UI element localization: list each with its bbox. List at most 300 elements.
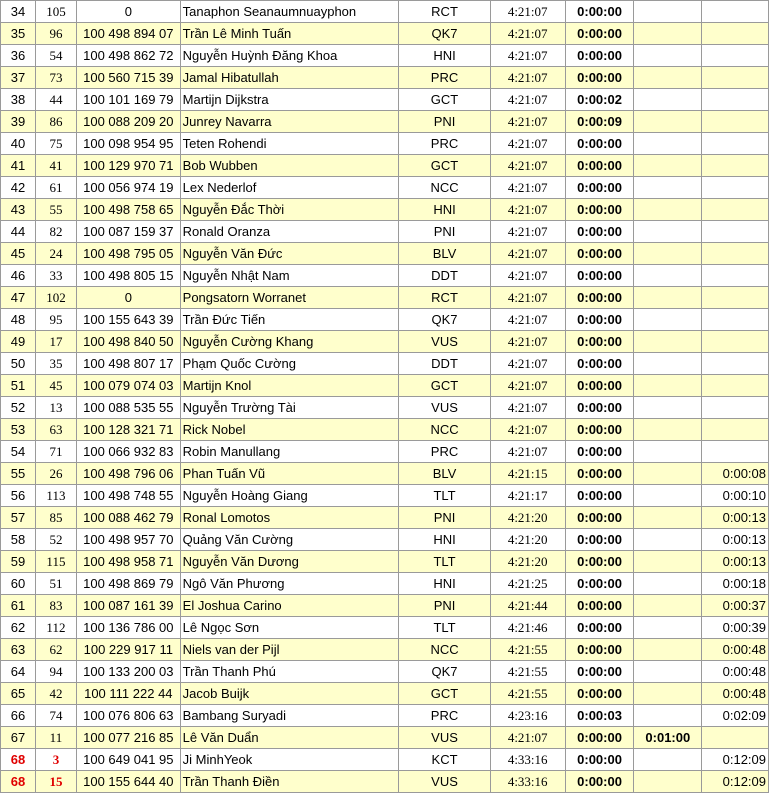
rank-cell: 35	[1, 23, 36, 45]
bonus-time-cell	[634, 155, 702, 177]
rider-name-cell: Quảng Văn Cường	[180, 529, 399, 551]
team-code-cell: RCT	[399, 1, 490, 23]
results-body	[1, 1, 769, 793]
finish-time-cell: 4:21:17	[490, 485, 565, 507]
rider-name-cell: Pongsatorn Worranet	[180, 287, 399, 309]
finish-time-cell: 4:21:44	[490, 595, 565, 617]
finish-time-cell: 4:21:55	[490, 639, 565, 661]
rider-name-cell: Lê Văn Duẩn	[180, 727, 399, 749]
rider-name-cell: Junrey Navarra	[180, 111, 399, 133]
team-code-cell: KCT	[399, 749, 490, 771]
table-row	[1, 221, 769, 243]
rider-name-cell: Nguyễn Đắc Thời	[180, 199, 399, 221]
table-row	[1, 463, 769, 485]
rank-cell: 49	[1, 331, 36, 353]
rider-name-cell: Nguyễn Cường Khang	[180, 331, 399, 353]
uci-id-cell: 100 155 643 39	[76, 309, 180, 331]
finish-time-cell: 4:21:15	[490, 463, 565, 485]
time-gap-cell: 0:02:09	[702, 705, 769, 727]
time-gap-cell: 0:00:18	[702, 573, 769, 595]
rider-name-cell: Phan Tuấn Vũ	[180, 463, 399, 485]
penalty-time-cell: 0:00:00	[565, 155, 634, 177]
team-code-cell: PNI	[399, 507, 490, 529]
bib-cell: 26	[35, 463, 76, 485]
penalty-time-cell: 0:00:00	[565, 639, 634, 661]
team-code-cell: QK7	[399, 309, 490, 331]
bib-cell: 86	[35, 111, 76, 133]
time-gap-cell	[702, 133, 769, 155]
bib-cell: 95	[35, 309, 76, 331]
bonus-time-cell	[634, 375, 702, 397]
rank-cell: 44	[1, 221, 36, 243]
time-gap-cell: 0:00:10	[702, 485, 769, 507]
rank-cell: 50	[1, 353, 36, 375]
table-row	[1, 45, 769, 67]
uci-id-cell: 100 498 805 15	[76, 265, 180, 287]
uci-id-cell: 100 077 216 85	[76, 727, 180, 749]
rider-name-cell: Niels van der Pijl	[180, 639, 399, 661]
time-gap-cell	[702, 331, 769, 353]
rider-name-cell: Martijn Knol	[180, 375, 399, 397]
team-code-cell: GCT	[399, 683, 490, 705]
uci-id-cell: 100 498 795 05	[76, 243, 180, 265]
uci-id-cell: 100 560 715 39	[76, 67, 180, 89]
team-code-cell: HNI	[399, 573, 490, 595]
bib-cell: 63	[35, 419, 76, 441]
bonus-time-cell	[634, 45, 702, 67]
team-code-cell: GCT	[399, 375, 490, 397]
penalty-time-cell: 0:00:02	[565, 89, 634, 111]
time-gap-cell	[702, 177, 769, 199]
penalty-time-cell: 0:00:00	[565, 485, 634, 507]
bonus-time-cell	[634, 265, 702, 287]
bib-cell: 71	[35, 441, 76, 463]
time-gap-cell	[702, 727, 769, 749]
bib-cell: 62	[35, 639, 76, 661]
penalty-time-cell: 0:00:00	[565, 331, 634, 353]
team-code-cell: VUS	[399, 727, 490, 749]
table-row	[1, 199, 769, 221]
table-row	[1, 309, 769, 331]
penalty-time-cell: 0:00:00	[565, 617, 634, 639]
table-row	[1, 639, 769, 661]
bib-cell: 51	[35, 573, 76, 595]
bib-cell: 83	[35, 595, 76, 617]
bib-cell: 13	[35, 397, 76, 419]
uci-id-cell: 0	[76, 1, 180, 23]
bib-cell: 11	[35, 727, 76, 749]
rider-name-cell: Nguyễn Văn Dương	[180, 551, 399, 573]
time-gap-cell: 0:00:13	[702, 529, 769, 551]
penalty-time-cell: 0:00:00	[565, 23, 634, 45]
rank-cell: 67	[1, 727, 36, 749]
team-code-cell: NCC	[399, 639, 490, 661]
time-gap-cell	[702, 221, 769, 243]
time-gap-cell	[702, 397, 769, 419]
penalty-time-cell: 0:00:00	[565, 419, 634, 441]
table-row	[1, 287, 769, 309]
finish-time-cell: 4:21:07	[490, 199, 565, 221]
bonus-time-cell	[634, 23, 702, 45]
table-row	[1, 749, 769, 771]
penalty-time-cell: 0:00:00	[565, 463, 634, 485]
finish-time-cell: 4:21:07	[490, 397, 565, 419]
penalty-time-cell: 0:00:00	[565, 749, 634, 771]
table-row	[1, 353, 769, 375]
rider-name-cell: Jacob Buijk	[180, 683, 399, 705]
rider-name-cell: Trần Thanh Phú	[180, 661, 399, 683]
uci-id-cell: 100 229 917 11	[76, 639, 180, 661]
uci-id-cell: 0	[76, 287, 180, 309]
penalty-time-cell: 0:00:00	[565, 177, 634, 199]
bonus-time-cell	[634, 661, 702, 683]
bonus-time-cell	[634, 529, 702, 551]
time-gap-cell	[702, 243, 769, 265]
rank-cell: 34	[1, 1, 36, 23]
rider-name-cell: Ronald Oranza	[180, 221, 399, 243]
time-gap-cell: 0:00:48	[702, 683, 769, 705]
bib-cell: 102	[35, 287, 76, 309]
rank-cell: 53	[1, 419, 36, 441]
penalty-time-cell: 0:00:00	[565, 221, 634, 243]
rank-cell: 52	[1, 397, 36, 419]
penalty-time-cell: 0:00:00	[565, 243, 634, 265]
team-code-cell: PNI	[399, 221, 490, 243]
rank-cell: 56	[1, 485, 36, 507]
rider-name-cell: Lê Ngọc Sơn	[180, 617, 399, 639]
finish-time-cell: 4:21:20	[490, 551, 565, 573]
table-row	[1, 485, 769, 507]
table-row	[1, 155, 769, 177]
bonus-time-cell	[634, 441, 702, 463]
team-code-cell: PRC	[399, 441, 490, 463]
bonus-time-cell	[634, 617, 702, 639]
rank-cell: 68	[1, 749, 36, 771]
time-gap-cell	[702, 287, 769, 309]
bib-cell: 85	[35, 507, 76, 529]
table-row	[1, 177, 769, 199]
finish-time-cell: 4:21:07	[490, 353, 565, 375]
finish-time-cell: 4:21:07	[490, 309, 565, 331]
penalty-time-cell: 0:00:00	[565, 551, 634, 573]
penalty-time-cell: 0:00:00	[565, 507, 634, 529]
rank-cell: 42	[1, 177, 36, 199]
bib-cell: 105	[35, 1, 76, 23]
bib-cell: 17	[35, 331, 76, 353]
table-row	[1, 375, 769, 397]
penalty-time-cell: 0:00:00	[565, 771, 634, 793]
bonus-time-cell	[634, 397, 702, 419]
finish-time-cell: 4:21:07	[490, 265, 565, 287]
team-code-cell: PNI	[399, 595, 490, 617]
penalty-time-cell: 0:00:00	[565, 67, 634, 89]
table-row	[1, 265, 769, 287]
finish-time-cell: 4:21:07	[490, 89, 565, 111]
uci-id-cell: 100 155 644 40	[76, 771, 180, 793]
uci-id-cell: 100 136 786 00	[76, 617, 180, 639]
bib-cell: 52	[35, 529, 76, 551]
uci-id-cell: 100 498 862 72	[76, 45, 180, 67]
finish-time-cell: 4:21:07	[490, 419, 565, 441]
uci-id-cell: 100 087 159 37	[76, 221, 180, 243]
rank-cell: 51	[1, 375, 36, 397]
table-row	[1, 595, 769, 617]
uci-id-cell: 100 498 748 55	[76, 485, 180, 507]
bonus-time-cell	[634, 353, 702, 375]
penalty-time-cell: 0:00:00	[565, 595, 634, 617]
uci-id-cell: 100 056 974 19	[76, 177, 180, 199]
finish-time-cell: 4:21:07	[490, 221, 565, 243]
rider-name-cell: El Joshua Carino	[180, 595, 399, 617]
table-row	[1, 727, 769, 749]
bib-cell: 55	[35, 199, 76, 221]
team-code-cell: DDT	[399, 353, 490, 375]
uci-id-cell: 100 498 807 17	[76, 353, 180, 375]
penalty-time-cell: 0:00:00	[565, 441, 634, 463]
table-row	[1, 573, 769, 595]
bonus-time-cell	[634, 705, 702, 727]
table-row	[1, 133, 769, 155]
time-gap-cell: 0:00:13	[702, 507, 769, 529]
table-row	[1, 397, 769, 419]
bonus-time-cell	[634, 133, 702, 155]
bib-cell: 94	[35, 661, 76, 683]
rider-name-cell: Trần Thanh Điền	[180, 771, 399, 793]
bib-cell: 42	[35, 683, 76, 705]
rank-cell: 36	[1, 45, 36, 67]
rider-name-cell: Bob Wubben	[180, 155, 399, 177]
rider-name-cell: Ronal Lomotos	[180, 507, 399, 529]
uci-id-cell: 100 066 932 83	[76, 441, 180, 463]
rider-name-cell: Jamal Hibatullah	[180, 67, 399, 89]
finish-time-cell: 4:21:07	[490, 441, 565, 463]
rank-cell: 62	[1, 617, 36, 639]
finish-time-cell: 4:21:07	[490, 67, 565, 89]
bonus-time-cell	[634, 221, 702, 243]
bib-cell: 113	[35, 485, 76, 507]
bonus-time-cell	[634, 463, 702, 485]
penalty-time-cell: 0:00:00	[565, 573, 634, 595]
bib-cell: 35	[35, 353, 76, 375]
bonus-time-cell	[634, 67, 702, 89]
team-code-cell: NCC	[399, 177, 490, 199]
finish-time-cell: 4:21:07	[490, 111, 565, 133]
uci-id-cell: 100 088 462 79	[76, 507, 180, 529]
rank-cell: 46	[1, 265, 36, 287]
finish-time-cell: 4:33:16	[490, 749, 565, 771]
rider-name-cell: Nguyễn Văn Đức	[180, 243, 399, 265]
bib-cell: 61	[35, 177, 76, 199]
rider-name-cell: Tanaphon Seanaumnuayphon	[180, 1, 399, 23]
rank-cell: 61	[1, 595, 36, 617]
time-gap-cell: 0:12:09	[702, 771, 769, 793]
team-code-cell: PRC	[399, 67, 490, 89]
penalty-time-cell: 0:00:00	[565, 353, 634, 375]
bonus-time-cell	[634, 573, 702, 595]
uci-id-cell: 100 101 169 79	[76, 89, 180, 111]
rider-name-cell: Nguyễn Nhật Nam	[180, 265, 399, 287]
rank-cell: 66	[1, 705, 36, 727]
finish-time-cell: 4:21:07	[490, 243, 565, 265]
table-row	[1, 111, 769, 133]
time-gap-cell: 0:00:08	[702, 463, 769, 485]
rider-name-cell: Nguyễn Hoàng Giang	[180, 485, 399, 507]
time-gap-cell	[702, 155, 769, 177]
penalty-time-cell: 0:00:00	[565, 133, 634, 155]
table-row	[1, 331, 769, 353]
table-row	[1, 683, 769, 705]
bib-cell: 74	[35, 705, 76, 727]
rank-cell: 45	[1, 243, 36, 265]
team-code-cell: HNI	[399, 199, 490, 221]
team-code-cell: QK7	[399, 23, 490, 45]
bonus-time-cell: 0:01:00	[634, 727, 702, 749]
uci-id-cell: 100 498 894 07	[76, 23, 180, 45]
table-row	[1, 771, 769, 793]
rank-cell: 47	[1, 287, 36, 309]
rider-name-cell: Nguyễn Huỳnh Đăng Khoa	[180, 45, 399, 67]
rank-cell: 48	[1, 309, 36, 331]
uci-id-cell: 100 498 958 71	[76, 551, 180, 573]
finish-time-cell: 4:21:55	[490, 683, 565, 705]
finish-time-cell: 4:21:46	[490, 617, 565, 639]
bonus-time-cell	[634, 419, 702, 441]
rank-cell: 58	[1, 529, 36, 551]
penalty-time-cell: 0:00:03	[565, 705, 634, 727]
team-code-cell: RCT	[399, 287, 490, 309]
uci-id-cell: 100 498 840 50	[76, 331, 180, 353]
rank-cell: 63	[1, 639, 36, 661]
penalty-time-cell: 0:00:00	[565, 45, 634, 67]
team-code-cell: TLT	[399, 617, 490, 639]
time-gap-cell	[702, 67, 769, 89]
rank-cell: 64	[1, 661, 36, 683]
uci-id-cell: 100 088 535 55	[76, 397, 180, 419]
bonus-time-cell	[634, 177, 702, 199]
bonus-time-cell	[634, 749, 702, 771]
finish-time-cell: 4:21:07	[490, 133, 565, 155]
penalty-time-cell: 0:00:00	[565, 727, 634, 749]
table-row	[1, 529, 769, 551]
bonus-time-cell	[634, 111, 702, 133]
time-gap-cell	[702, 23, 769, 45]
penalty-time-cell: 0:00:00	[565, 265, 634, 287]
finish-time-cell: 4:21:07	[490, 331, 565, 353]
penalty-time-cell: 0:00:09	[565, 111, 634, 133]
bib-cell: 115	[35, 551, 76, 573]
penalty-time-cell: 0:00:00	[565, 287, 634, 309]
time-gap-cell: 0:00:13	[702, 551, 769, 573]
team-code-cell: BLV	[399, 243, 490, 265]
penalty-time-cell: 0:00:00	[565, 375, 634, 397]
time-gap-cell	[702, 353, 769, 375]
bonus-time-cell	[634, 89, 702, 111]
table-row	[1, 419, 769, 441]
rider-name-cell: Bambang Suryadi	[180, 705, 399, 727]
bib-cell: 44	[35, 89, 76, 111]
uci-id-cell: 100 498 869 79	[76, 573, 180, 595]
finish-time-cell: 4:21:07	[490, 177, 565, 199]
time-gap-cell	[702, 441, 769, 463]
penalty-time-cell: 0:00:00	[565, 309, 634, 331]
team-code-cell: HNI	[399, 529, 490, 551]
bib-cell: 112	[35, 617, 76, 639]
finish-time-cell: 4:21:07	[490, 727, 565, 749]
bib-cell: 75	[35, 133, 76, 155]
penalty-time-cell: 0:00:00	[565, 199, 634, 221]
finish-time-cell: 4:21:07	[490, 45, 565, 67]
bonus-time-cell	[634, 199, 702, 221]
bonus-time-cell	[634, 683, 702, 705]
uci-id-cell: 100 088 209 20	[76, 111, 180, 133]
time-gap-cell	[702, 199, 769, 221]
time-gap-cell	[702, 419, 769, 441]
uci-id-cell: 100 076 806 63	[76, 705, 180, 727]
time-gap-cell: 0:00:48	[702, 639, 769, 661]
team-code-cell: DDT	[399, 265, 490, 287]
finish-time-cell: 4:21:25	[490, 573, 565, 595]
table-row	[1, 243, 769, 265]
rank-cell: 38	[1, 89, 36, 111]
bonus-time-cell	[634, 1, 702, 23]
team-code-cell: QK7	[399, 661, 490, 683]
table-row	[1, 705, 769, 727]
time-gap-cell	[702, 111, 769, 133]
bib-cell: 41	[35, 155, 76, 177]
penalty-time-cell: 0:00:00	[565, 661, 634, 683]
bib-cell: 3	[35, 749, 76, 771]
table-row	[1, 67, 769, 89]
finish-time-cell: 4:21:20	[490, 507, 565, 529]
team-code-cell: VUS	[399, 331, 490, 353]
table-row	[1, 23, 769, 45]
bib-cell: 73	[35, 67, 76, 89]
bonus-time-cell	[634, 507, 702, 529]
finish-time-cell: 4:21:07	[490, 23, 565, 45]
rank-cell: 68	[1, 771, 36, 793]
uci-id-cell: 100 133 200 03	[76, 661, 180, 683]
rank-cell: 65	[1, 683, 36, 705]
rank-cell: 43	[1, 199, 36, 221]
rider-name-cell: Rick Nobel	[180, 419, 399, 441]
time-gap-cell	[702, 265, 769, 287]
table-row	[1, 441, 769, 463]
finish-time-cell: 4:33:16	[490, 771, 565, 793]
uci-id-cell: 100 649 041 95	[76, 749, 180, 771]
team-code-cell: GCT	[399, 155, 490, 177]
time-gap-cell: 0:00:37	[702, 595, 769, 617]
team-code-cell: VUS	[399, 397, 490, 419]
rider-name-cell: Ji MinhYeok	[180, 749, 399, 771]
rank-cell: 41	[1, 155, 36, 177]
rank-cell: 37	[1, 67, 36, 89]
uci-id-cell: 100 111 222 44	[76, 683, 180, 705]
finish-time-cell: 4:21:07	[490, 155, 565, 177]
team-code-cell: BLV	[399, 463, 490, 485]
time-gap-cell	[702, 309, 769, 331]
rank-cell: 59	[1, 551, 36, 573]
team-code-cell: PRC	[399, 705, 490, 727]
uci-id-cell: 100 087 161 39	[76, 595, 180, 617]
team-code-cell: NCC	[399, 419, 490, 441]
table-row	[1, 551, 769, 573]
team-code-cell: PNI	[399, 111, 490, 133]
time-gap-cell	[702, 89, 769, 111]
team-code-cell: HNI	[399, 45, 490, 67]
bib-cell: 54	[35, 45, 76, 67]
bib-cell: 15	[35, 771, 76, 793]
bonus-time-cell	[634, 595, 702, 617]
